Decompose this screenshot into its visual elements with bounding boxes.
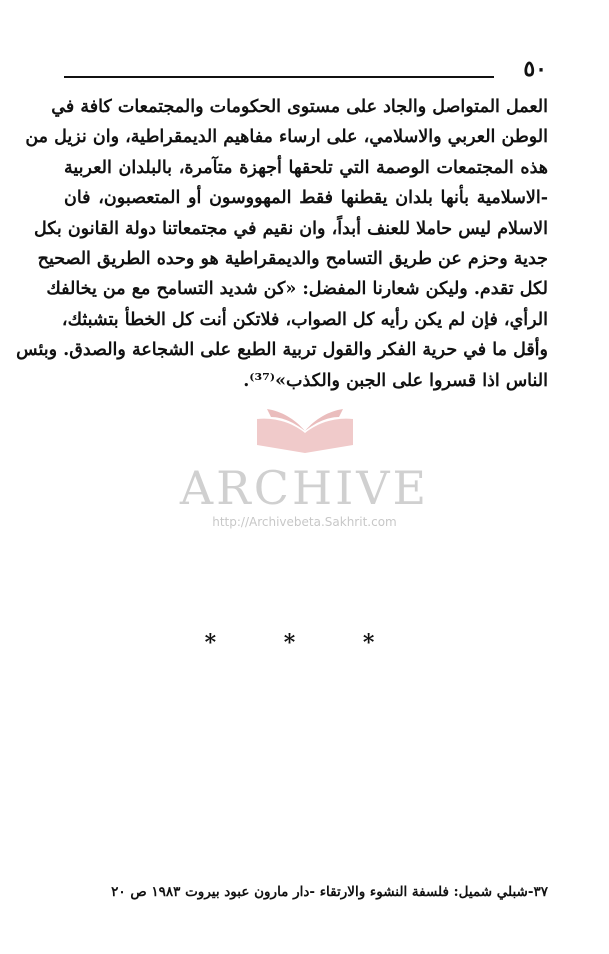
body-line: الاسلام ليس حاملا للعنف أبداً، وان نقيم في مجتمعاتنا دولة القانون بكل xyxy=(33,218,548,239)
body-text xyxy=(16,92,548,396)
body-line: الرأي، فإن لم يكن رأيه كل الصواب، فلاتكن أنت كل الخطأ بتشبثك، xyxy=(61,309,548,330)
page-number: ٥٠ xyxy=(523,56,547,82)
archive-watermark xyxy=(0,405,609,545)
watermark-word: ARCHIVE xyxy=(179,461,430,515)
body-line: الوطن العربي والاسلامي، على ارساء مفاهيم الديمقراطية، وان نزيل من xyxy=(25,127,548,148)
section-separator: * * * xyxy=(204,630,405,656)
body-line: العمل المتواصل والجاد على مستوى الحكومات والمجتمعات كافة في xyxy=(51,97,548,117)
body-line: -الاسلامية بأنها بلدان يقطنها فقط المهووسون أو المتعصبون، فان xyxy=(64,188,548,209)
watermark-url: http://Archivebeta.Sakhrit.com xyxy=(212,515,397,529)
body-line: لكل تقدم. وليكن شعارنا المفضل: «كن شديد التسامح مع من يخالفك xyxy=(46,279,548,300)
body-line: وأقل ما في حرية الفكر والقول تربية الطبع على الشجاعة والصدق. وبئس xyxy=(16,340,548,361)
body-line: هذه المجتمعات الوصمة التي تلحقها أجهزة متآمرة، بالبلدان العربية xyxy=(64,157,548,178)
body-line: جدية وحزم عن طريق التسامح والديمقراطية هو وحده الطريق الصحيح xyxy=(37,248,548,269)
body-line: الناس اذا قسروا على الجبن والكذب»⁽³⁷⁾. xyxy=(243,370,548,391)
book-logo-icon xyxy=(245,405,365,461)
header-rule xyxy=(64,76,494,78)
footnote: ٣٧-شبلي شميل: فلسفة النشوء والارتقاء -دار مارون عبود بيروت ١٩٨٣ ص ٢٠ xyxy=(111,884,548,900)
